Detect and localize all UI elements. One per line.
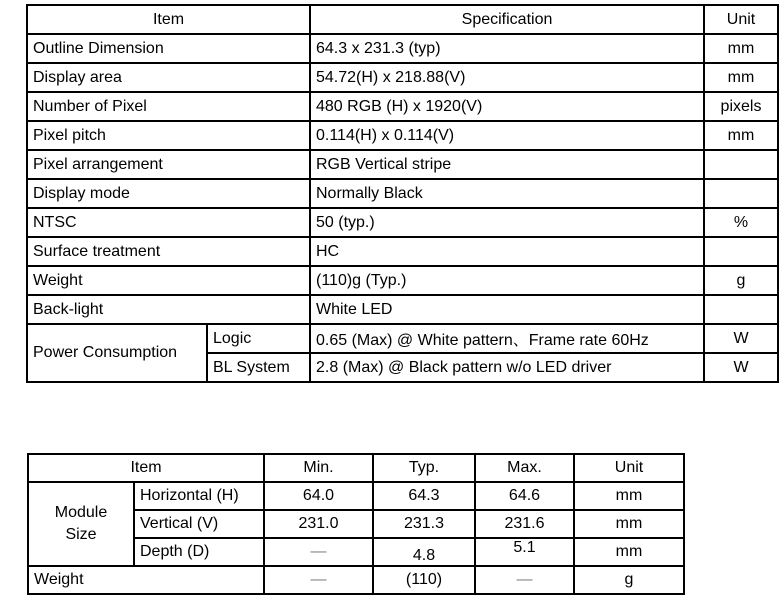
cell-item: Pixel arrangement xyxy=(27,150,310,179)
cell-typ: 64.3 xyxy=(373,482,475,510)
table-row-power-logic xyxy=(27,324,778,353)
spec-header-unit: Unit xyxy=(704,5,778,34)
cell-specification: Normally Black xyxy=(310,179,704,208)
cell-power-consumption: Power Consumption xyxy=(27,324,207,382)
cell-specification: 0.65 (Max) @ White pattern、Frame rate 60Hz xyxy=(310,324,704,353)
cell-item: Outline Dimension xyxy=(27,34,310,63)
table-row xyxy=(27,179,778,208)
cell-max xyxy=(475,538,574,566)
module-header-row xyxy=(28,454,684,482)
table-row xyxy=(27,92,778,121)
cell-specification: HC xyxy=(310,237,704,266)
cell-value: 4.8 xyxy=(412,547,436,564)
cell-specification: 64.3 x 231.3 (typ) xyxy=(310,34,704,63)
cell-unit: W xyxy=(704,324,778,353)
cell-power-sub-item: BL System xyxy=(207,353,310,382)
cell-value: 5.1 xyxy=(513,539,536,556)
table-row xyxy=(27,150,778,179)
spec-table xyxy=(26,4,779,383)
cell-power-sub-item: Logic xyxy=(207,324,310,353)
spec-header-item: Item xyxy=(27,5,310,34)
cell-specification: RGB Vertical stripe xyxy=(310,150,704,179)
cell-typ: 231.3 xyxy=(373,510,475,538)
cell-specification: 2.8 (Max) @ Black pattern w/o LED driver xyxy=(310,353,704,382)
table-row xyxy=(27,266,778,295)
cell-item: Pixel pitch xyxy=(27,121,310,150)
cell-unit: pixels xyxy=(704,92,778,121)
cell-specification: (110)g (Typ.) xyxy=(310,266,704,295)
cell-item: Surface treatment xyxy=(27,237,310,266)
cell-min: — xyxy=(264,538,373,566)
cell-specification: 480 RGB (H) x 1920(V) xyxy=(310,92,704,121)
module-header-max: Max. xyxy=(475,454,574,482)
cell-item: Display mode xyxy=(27,179,310,208)
table-row-horizontal xyxy=(28,482,684,510)
cell-unit: mm xyxy=(574,482,684,510)
cell-module-size-group xyxy=(28,482,134,566)
spec-header-row xyxy=(27,5,778,34)
table-row-weight xyxy=(28,566,684,594)
cell-dimension-name: Horizontal (H) xyxy=(134,482,264,510)
cell-item: Weight xyxy=(27,266,310,295)
cell-typ: (110) xyxy=(373,566,475,594)
module-header-item: Item xyxy=(28,454,264,482)
cell-item: Number of Pixel xyxy=(27,92,310,121)
module-header-typ: Typ. xyxy=(373,454,475,482)
cell-dimension-name: Depth (D) xyxy=(134,538,264,566)
cell-max: — xyxy=(475,566,574,594)
table-row xyxy=(27,208,778,237)
cell-unit: mm xyxy=(704,34,778,63)
cell-min: 231.0 xyxy=(264,510,373,538)
cell-max: 231.6 xyxy=(475,510,574,538)
cell-dimension-name: Vertical (V) xyxy=(134,510,264,538)
cell-specification: White LED xyxy=(310,295,704,324)
cell-max: 64.6 xyxy=(475,482,574,510)
cell-unit: g xyxy=(704,266,778,295)
cell-specification: 0.114(H) x 0.114(V) xyxy=(310,121,704,150)
cell-item: Weight xyxy=(28,566,264,594)
table-row xyxy=(27,34,778,63)
cell-unit xyxy=(704,295,778,324)
cell-item: NTSC xyxy=(27,208,310,237)
cell-item: Back-light xyxy=(27,295,310,324)
cell-specification: 54.72(H) x 218.88(V) xyxy=(310,63,704,92)
spec-header-specification: Specification xyxy=(310,5,704,34)
table-row xyxy=(27,237,778,266)
cell-unit: g xyxy=(574,566,684,594)
cell-min: — xyxy=(264,566,373,594)
module-header-min: Min. xyxy=(264,454,373,482)
cell-unit: mm xyxy=(704,63,778,92)
cell-unit: mm xyxy=(574,510,684,538)
cell-min: 64.0 xyxy=(264,482,373,510)
cell-unit xyxy=(704,150,778,179)
module-size-label: Module Size xyxy=(54,504,108,543)
module-header-unit: Unit xyxy=(574,454,684,482)
cell-unit: mm xyxy=(704,121,778,150)
module-size-table xyxy=(27,453,685,595)
cell-unit: W xyxy=(704,353,778,382)
cell-specification: 50 (typ.) xyxy=(310,208,704,237)
cell-item: Display area xyxy=(27,63,310,92)
cell-unit xyxy=(704,237,778,266)
cell-unit xyxy=(704,179,778,208)
cell-typ xyxy=(373,538,475,566)
cell-unit: % xyxy=(704,208,778,237)
cell-unit: mm xyxy=(574,538,684,566)
table-row xyxy=(27,295,778,324)
table-row xyxy=(27,63,778,92)
table-row xyxy=(27,121,778,150)
